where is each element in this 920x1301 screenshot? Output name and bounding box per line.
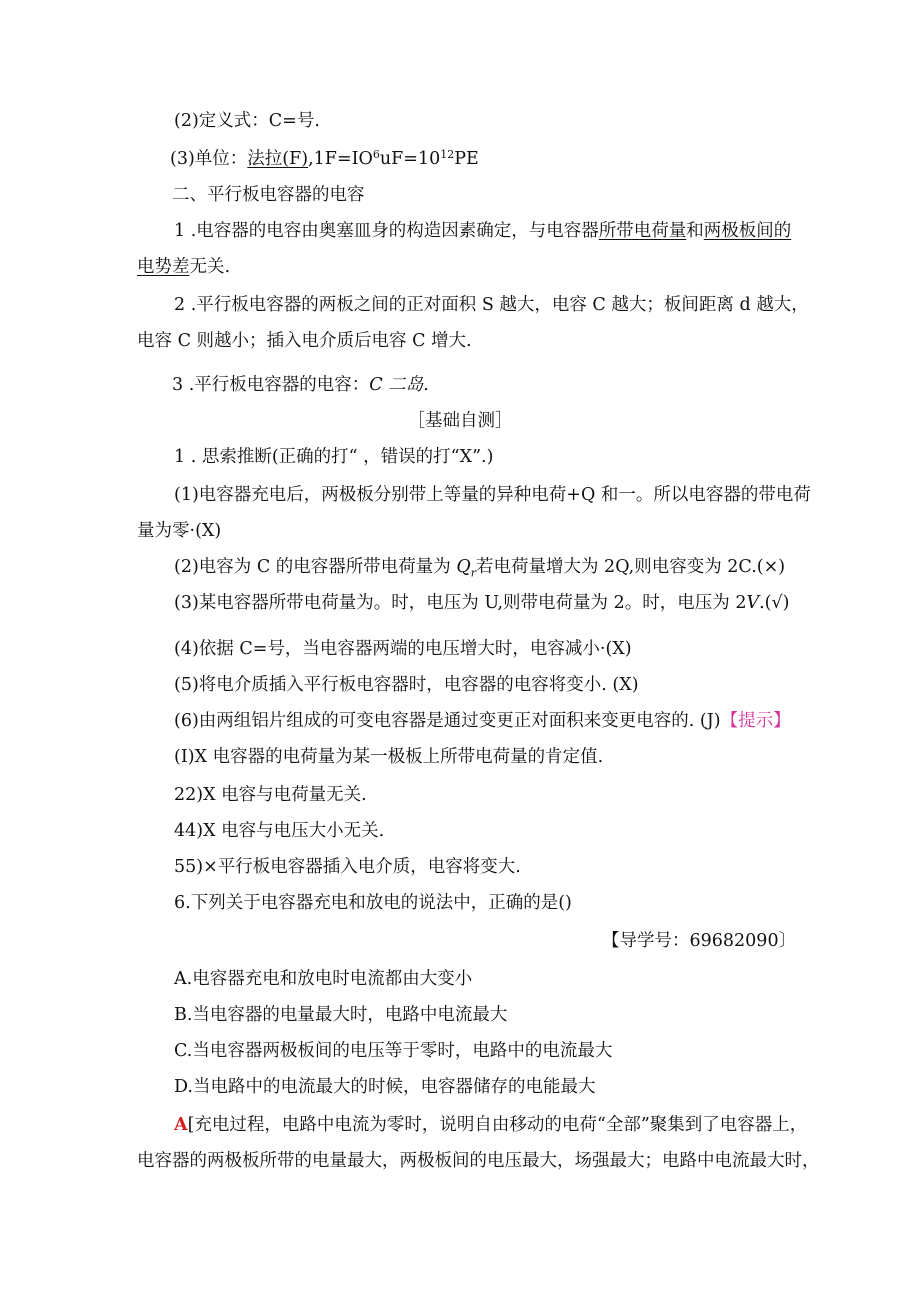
hint-line: 22)X 电容与电荷量无关. <box>174 785 367 805</box>
judgement-item: (3)某电容器所带电荷量为。时，电压为 U,则带电荷量为 2。时，电压为 2V.(√) <box>174 593 790 613</box>
definition-formula-line: (2)定义式：C=号. <box>174 111 320 131</box>
section-title: ［基础自测］ <box>407 411 513 431</box>
judgement-item: 量为零·(X) <box>137 521 222 541</box>
option-d: D.当电路中的电流最大的时候，电容器储存的电能最大 <box>174 1077 596 1097</box>
judgement-item: (2)电容为 C 的电容器所带电荷量为 $Q_r$若电荷量增大为 2Q,则电容变为 2C.(×) <box>174 557 786 580</box>
answer-letter: A <box>174 1115 188 1135</box>
charge-term: 所带电荷量 <box>598 221 687 241</box>
hint-line: 55)×平行板电容器插入电介质，电容将变大. <box>174 857 521 877</box>
paragraph-line: 电容 C 则越小；插入电介质后电容 C 增大. <box>137 331 472 351</box>
judgement-item: (5)将电介质插入平行板电容器时，电容器的电容将变小. (X) <box>174 675 639 695</box>
paragraph-line: 电势差无关. <box>137 257 231 277</box>
answer-line: 电容器的两极板所带的电量最大，两极板间的电压最大，场强最大；电路中电流最大时， <box>137 1151 820 1171</box>
judgement-item: (6)由两组铝片组成的可变电容器是通过变更正对面积来变更电容的. (J)【提示】 <box>174 711 791 731</box>
unit-line: (3)单位：法拉$(F),1F=IO^6uF=10^{12}PE$ <box>170 148 479 169</box>
hint-label: 【提示】 <box>720 711 791 731</box>
option-c: C.当电容器两极板间的电压等于零时，电路中的电流最大 <box>174 1041 613 1061</box>
section-heading: 二、平行板电容器的电容 <box>172 185 365 205</box>
hint-line: (I)X 电容器的电荷量为某一极板上所带电荷量的肯定值. <box>174 747 604 767</box>
potential-difference-term: 电势差 <box>137 257 190 277</box>
judgement-item: (1)电容器充电后，两极板分别带上等量的异种电荷+Q 和一。所以电容器的带电荷 <box>174 485 811 505</box>
judgement-item: (4)依据 C=号，当电容器两端的电压增大时，电容减小·(X) <box>174 639 632 659</box>
hint-line: 44)X 电容与电压大小无关. <box>174 821 385 841</box>
option-a: A.电容器充电和放电时电流都由大变小 <box>174 969 473 989</box>
farad-term: 法拉(F) <box>247 149 309 169</box>
paragraph-line: 3 .平行板电容器的电容：C 二岛. <box>172 375 429 395</box>
answer-line: A[充电过程，电路中电流为零时，说明自由移动的电荷“全部”聚集到了电容器上， <box>174 1115 808 1135</box>
paragraph-line: 2 .平行板电容器的两板之间的正对面积 S 越大，电容 C 越大；板间距离 d 越大， <box>174 295 809 315</box>
question-stem: 6.下列关于电容器充电和放电的说法中，正确的是() <box>174 893 572 913</box>
option-b: B.当电容器的电量最大时，电路中电流最大 <box>174 1005 508 1025</box>
study-number: 【导学号：69682090〕 <box>602 931 797 951</box>
paragraph-line: 1 .电容器的电容由奥塞皿身的构造因素确定，与电容器所带电荷量和两极板间的 <box>174 221 792 241</box>
plate-term: 两极板间的 <box>703 221 792 241</box>
question-intro: 1 . 思索推断(正确的打“ ，错误的打“X”.) <box>174 447 494 467</box>
